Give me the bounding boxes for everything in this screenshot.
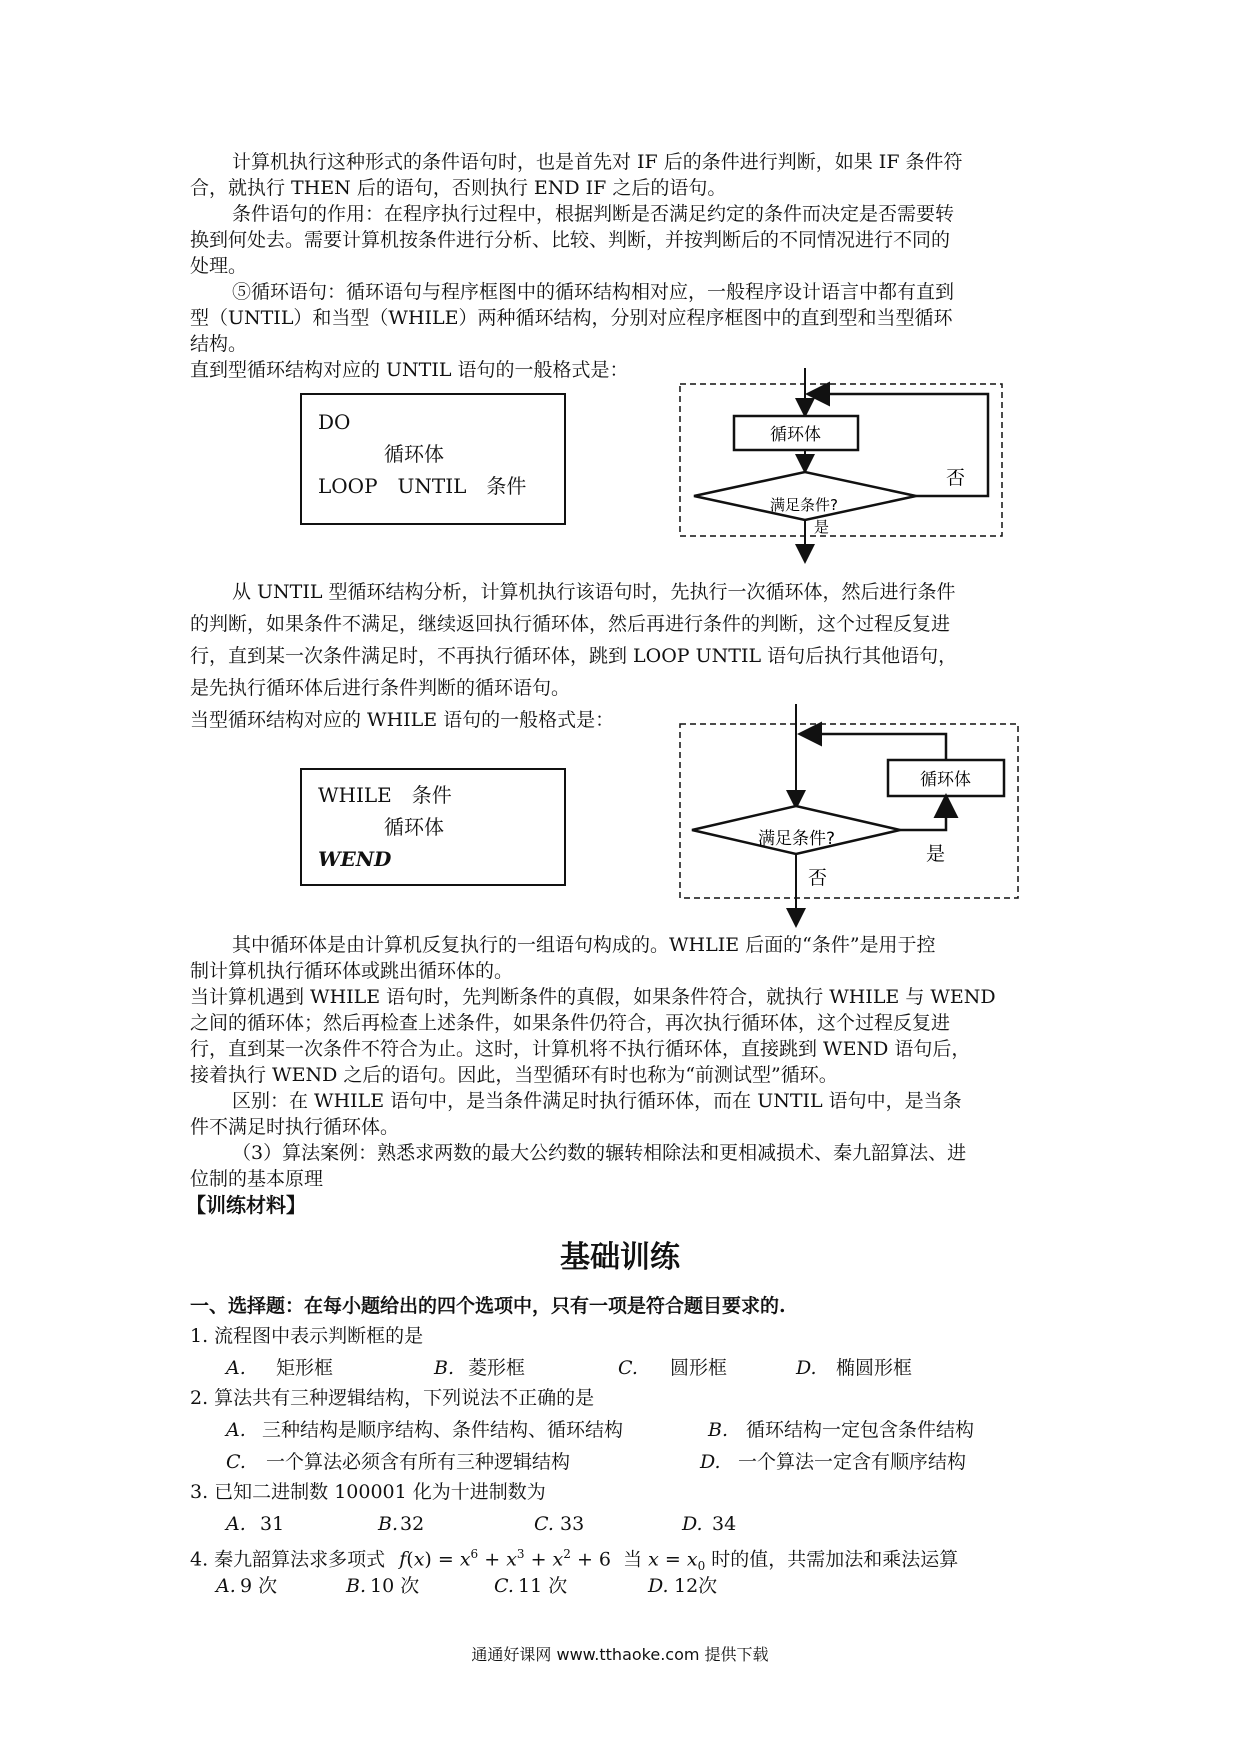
part-heading: 一、选择题：在每小题给出的四个选项中，只有一项是符合题目要求的. (190, 1295, 786, 1317)
option-letter: B. (434, 1357, 455, 1379)
option-letter: A. (226, 1513, 246, 1535)
loop-back-arrow (802, 734, 946, 760)
text-line: 从 UNTIL 型循环结构分析，计算机执行该语句时，先执行一次循环体，然后进行条件 (232, 581, 956, 603)
option-text: 10 次 (370, 1575, 420, 1597)
code-line: 循环体 (384, 442, 444, 466)
text-line: 区别：在 WHILE 语句中，是当条件满足时执行循环体，而在 UNTIL 语句中，是当条 (232, 1090, 962, 1112)
option-letter: C. (226, 1451, 246, 1473)
option-letter: B. (378, 1513, 399, 1535)
section-label: 【训练材料】 (186, 1193, 306, 1217)
text-line: 当型循环结构对应的 WHILE 语句的一般格式是： (190, 709, 615, 731)
code-line: LOOP UNTIL 条件 (318, 474, 527, 498)
question-stem: 4. 秦九韶算法求多项式 $f(x) = x^6 + x^3 + x^2 + 6$ 当 $x = x_0$ 时的值，共需加法和乘法运算 (190, 1547, 959, 1574)
while-flowchart (670, 700, 1030, 930)
text-line: 当计算机遇到 WHILE 语句时，先判断条件的真假，如果条件符合，就执行 WHILE 与 WEND (190, 986, 996, 1008)
loop-body-label: 循环体 (770, 425, 821, 445)
option-text: 12次 (674, 1575, 718, 1597)
text-line: 之间的循环体；然后再检查上述条件，如果条件仍符合，再次执行循环体，这个过程反复进 (190, 1012, 951, 1034)
text-line: 换到何处去。需要计算机按条件进行分析、比较、判断，并按判断后的不同情况进行不同的 (190, 229, 951, 251)
text-line: ⑤循环语句：循环语句与程序框图中的循环结构相对应，一般程序设计语言中都有直到 (232, 281, 955, 303)
option-letter: A. (226, 1419, 246, 1441)
text-line: 合，就执行 THEN 后的语句，否则执行 END IF 之后的语句。 (190, 177, 727, 199)
text-line: 是先执行循环体后进行条件判断的循环语句。 (190, 677, 571, 699)
text-line: 直到型循环结构对应的 UNTIL 语句的一般格式是： (190, 359, 629, 381)
option-letter: D. (796, 1357, 817, 1379)
question-stem: 1. 流程图中表示判断框的是 (190, 1325, 424, 1347)
until-flowchart (670, 360, 1020, 570)
text-line: 接着执行 WEND 之后的语句。因此，当型循环有时也称为“前测试型”循环。 (190, 1064, 838, 1086)
yes-label: 是 (814, 518, 830, 536)
formula: f (399, 1548, 407, 1571)
loop-body-label: 循环体 (920, 770, 971, 790)
text-line: 制计算机执行循环体或跳出循环体的。 (190, 960, 514, 982)
option-text: 椭圆形框 (836, 1357, 913, 1379)
text-line: 其中循环体是由计算机反复执行的一组语句构成的。WHLIE 后面的“条件”是用于控 (232, 934, 936, 956)
text-line: 位制的基本原理 (190, 1168, 324, 1190)
page-title: 基础训练 (560, 1240, 680, 1275)
code-line: WEND (318, 847, 392, 871)
option-text: 矩形框 (276, 1357, 334, 1379)
option-letter: C. (534, 1513, 554, 1535)
yes-label: 是 (926, 843, 946, 865)
option-letter: D. (682, 1513, 703, 1535)
until-code-box (300, 393, 566, 525)
text-line: 行，直到某一次条件满足时，不再执行循环体，跳到 LOOP UNTIL 语句后执行其他语句， (190, 645, 958, 667)
text-line: 行，直到某一次条件不符合为止。这时，计算机将不执行循环体，直接跳到 WEND 语句后， (190, 1038, 971, 1060)
option-letter: B. (708, 1419, 729, 1441)
option-text: 33 (560, 1513, 585, 1535)
question-stem: 2. 算法共有三种逻辑结构，下列说法不正确的是 (190, 1387, 595, 1409)
option-text: 31 (260, 1513, 285, 1535)
option-text: 11 次 (518, 1575, 568, 1597)
no-label: 否 (808, 867, 828, 889)
no-label: 否 (946, 467, 966, 489)
cond-to-body-arrow (900, 798, 946, 830)
option-text: 32 (400, 1513, 425, 1535)
text-line: 计算机执行这种形式的条件语句时，也是首先对 IF 后的条件进行判断，如果 IF 条件符 (232, 151, 963, 173)
option-text: 9 次 (240, 1575, 278, 1597)
code-line: 循环体 (384, 815, 444, 839)
option-letter: D. (700, 1451, 721, 1473)
text-line: 结构。 (190, 333, 248, 355)
text-line: 条件语句的作用：在程序执行过程中，根据判断是否满足约定的条件而决定是否需要转 (232, 203, 955, 225)
option-text: 一个算法必须含有所有三种逻辑结构 (266, 1451, 571, 1473)
while-code-box (300, 768, 566, 886)
option-letter: A. (216, 1575, 236, 1597)
option-text: 循环结构一定包含条件结构 (746, 1419, 975, 1441)
option-text: 三种结构是顺序结构、条件结构、循环结构 (262, 1419, 624, 1441)
option-letter: A. (226, 1357, 246, 1379)
option-letter: D. (648, 1575, 669, 1597)
option-text: 34 (712, 1513, 737, 1535)
text-line: 处理。 (190, 255, 248, 277)
dashed-boundary (680, 724, 1018, 898)
text-line: （3）算法案例：熟悉求两数的最大公约数的辗转相除法和更相减损术、秦九韶算法、进 (232, 1142, 967, 1164)
text-line: 件不满足时执行循环体。 (190, 1116, 400, 1138)
option-letter: B. (346, 1575, 367, 1597)
footer-text: 通通好课网 www.tthaoke.com 提供下载 (471, 1645, 769, 1664)
code-line: DO (318, 410, 351, 434)
option-text: 菱形框 (468, 1357, 526, 1379)
condition-label: 满足条件? (770, 496, 838, 514)
option-text: 圆形框 (670, 1357, 728, 1379)
condition-label: 满足条件? (758, 829, 836, 849)
stem-text: 4. 秦九韶算法求多项式 (190, 1548, 386, 1571)
question-stem: 3. 已知二进制数 100001 化为十进制数为 (190, 1481, 546, 1503)
option-letter: C. (494, 1575, 514, 1597)
option-letter: C. (618, 1357, 638, 1379)
code-line: WHILE 条件 (318, 783, 452, 807)
stem-text: 时的值，共需加法和乘法运算 (711, 1548, 959, 1571)
option-text: 一个算法一定含有顺序结构 (738, 1451, 967, 1473)
text-line: 型（UNTIL）和当型（WHILE）两种循环结构，分别对应程序框图中的直到型和当型循环 (190, 307, 953, 329)
text-line: 的判断，如果条件不满足，继续返回执行循环体，然后再进行条件的判断，这个过程反复进 (190, 613, 951, 635)
